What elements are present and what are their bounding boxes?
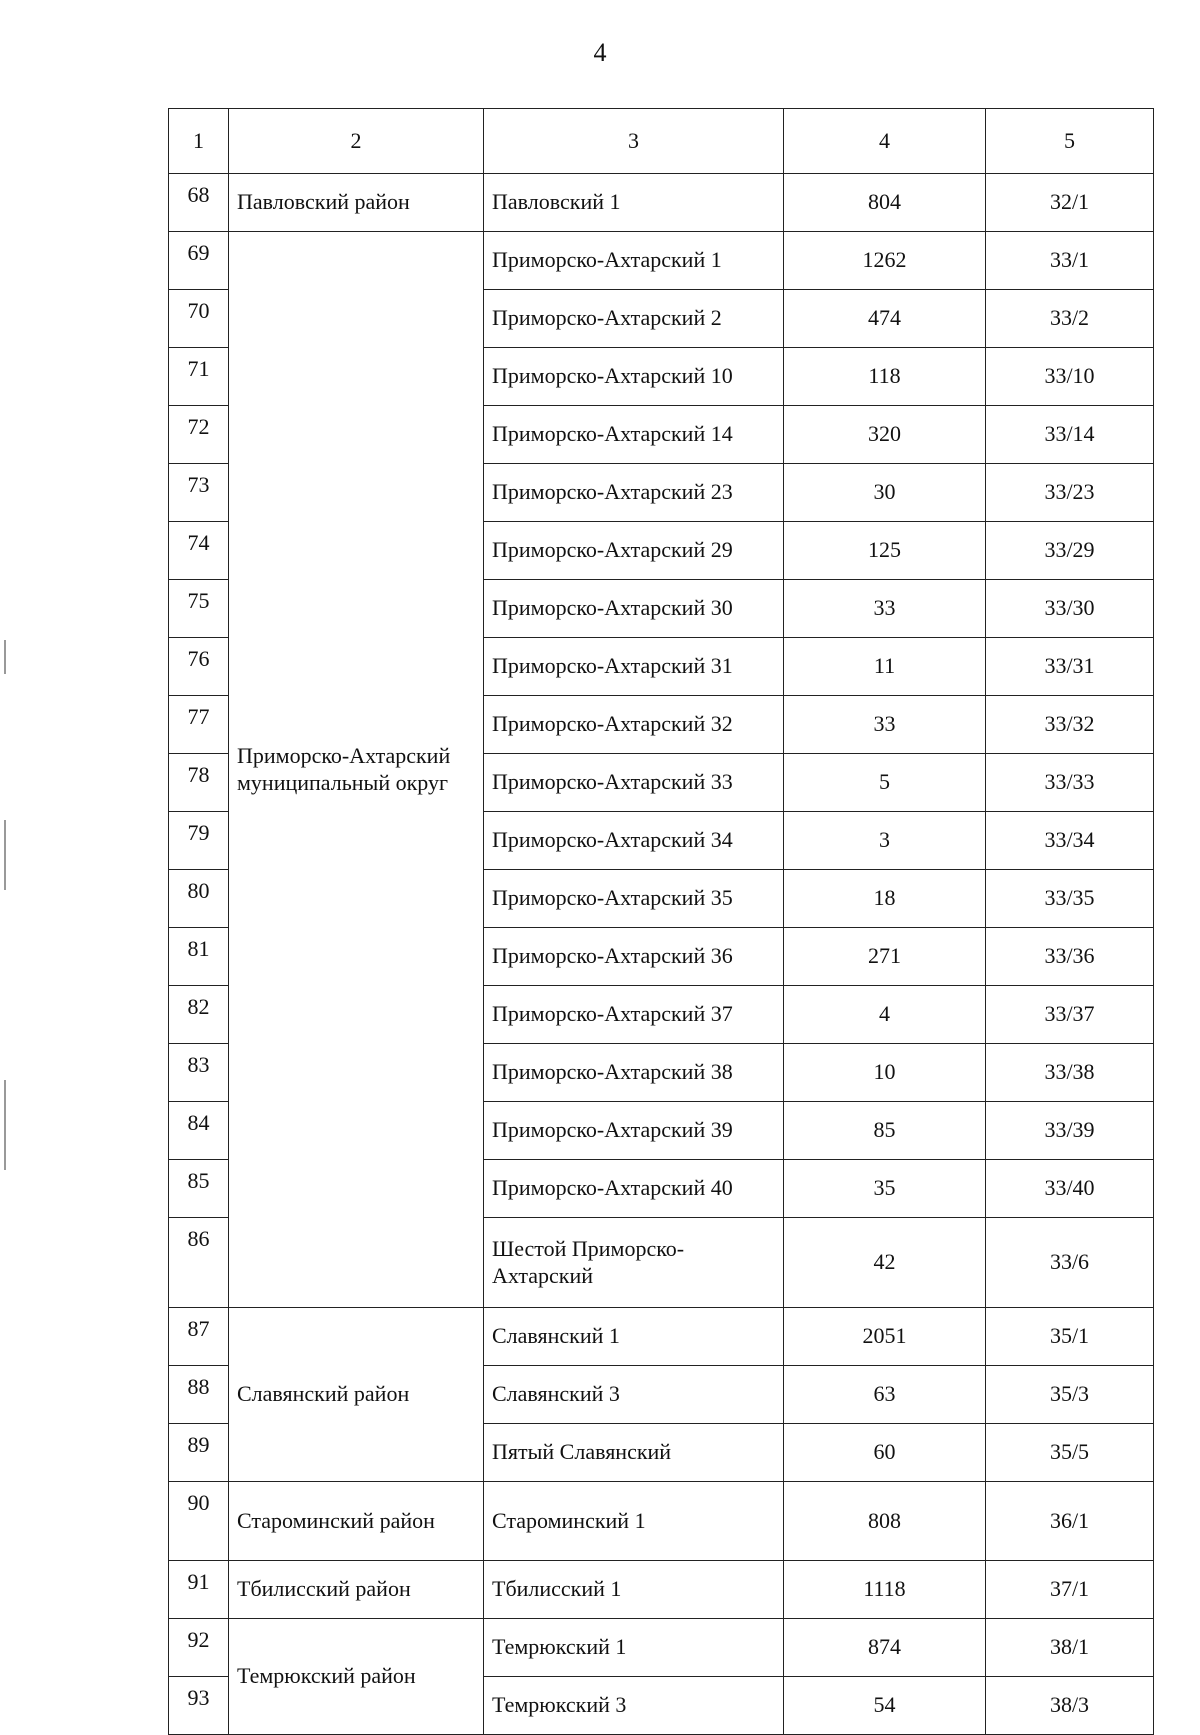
code-cell: 33/14 [986, 406, 1154, 464]
scan-artifact-mark [4, 640, 6, 674]
code-cell: 33/40 [986, 1160, 1154, 1218]
code-cell: 33/35 [986, 870, 1154, 928]
code-cell: 33/10 [986, 348, 1154, 406]
table-row [169, 1619, 1154, 1677]
count-cell: 118 [784, 348, 986, 406]
code-cell: 33/31 [986, 638, 1154, 696]
code-cell: 33/2 [986, 290, 1154, 348]
count-cell: 63 [784, 1366, 986, 1424]
code-cell: 38/3 [986, 1677, 1154, 1735]
row-number-cell: 84 [169, 1102, 229, 1160]
station-name-cell: Приморско-Ахтарский 2 [484, 290, 784, 348]
count-cell: 874 [784, 1619, 986, 1677]
count-cell: 271 [784, 928, 986, 986]
table-row [169, 1308, 1154, 1366]
station-name-cell: Приморско-Ахтарский 36 [484, 928, 784, 986]
district-cell: Славянский район [229, 1308, 484, 1482]
code-cell: 33/32 [986, 696, 1154, 754]
station-name-cell: Тбилисский 1 [484, 1561, 784, 1619]
station-name-cell: Пятый Славянский [484, 1424, 784, 1482]
count-cell: 2051 [784, 1308, 986, 1366]
row-number-cell: 86 [169, 1218, 229, 1308]
station-name-cell: Приморско-Ахтарский 35 [484, 870, 784, 928]
count-cell: 54 [784, 1677, 986, 1735]
count-cell: 474 [784, 290, 986, 348]
count-cell: 1262 [784, 232, 986, 290]
row-number-cell: 76 [169, 638, 229, 696]
district-cell: Павловский район [229, 174, 484, 232]
row-number-cell: 78 [169, 754, 229, 812]
scan-artifact-mark [4, 1080, 6, 1170]
station-name-cell: Приморско-Ахтарский 37 [484, 986, 784, 1044]
scan-artifact-mark [4, 820, 6, 890]
row-number-cell: 75 [169, 580, 229, 638]
count-cell: 60 [784, 1424, 986, 1482]
row-number-cell: 89 [169, 1424, 229, 1482]
station-name-cell: Приморско-Ахтарский 34 [484, 812, 784, 870]
table-row [169, 1561, 1154, 1619]
count-cell: 3 [784, 812, 986, 870]
station-name-cell: Приморско-Ахтарский 30 [484, 580, 784, 638]
code-cell: 35/3 [986, 1366, 1154, 1424]
row-number-cell: 69 [169, 232, 229, 290]
count-cell: 30 [784, 464, 986, 522]
column-header: 4 [784, 109, 986, 174]
code-cell: 33/30 [986, 580, 1154, 638]
station-name-cell: Приморско-Ахтарский 14 [484, 406, 784, 464]
station-name-cell: Приморско-Ахтарский 33 [484, 754, 784, 812]
count-cell: 5 [784, 754, 986, 812]
row-number-cell: 88 [169, 1366, 229, 1424]
count-cell: 18 [784, 870, 986, 928]
table-row [169, 232, 1154, 290]
row-number-cell: 70 [169, 290, 229, 348]
station-name-cell: Приморско-Ахтарский 1 [484, 232, 784, 290]
district-cell: Приморско-Ахтарский муниципальный округ [229, 232, 484, 1308]
station-name-cell: Темрюкский 3 [484, 1677, 784, 1735]
table-header-row [169, 109, 1154, 174]
row-number-cell: 71 [169, 348, 229, 406]
count-cell: 33 [784, 580, 986, 638]
row-number-cell: 73 [169, 464, 229, 522]
code-cell: 33/33 [986, 754, 1154, 812]
code-cell: 33/6 [986, 1218, 1154, 1308]
count-cell: 808 [784, 1482, 986, 1561]
count-cell: 35 [784, 1160, 986, 1218]
row-number-cell: 91 [169, 1561, 229, 1619]
station-name-cell: Приморско-Ахтарский 40 [484, 1160, 784, 1218]
code-cell: 33/38 [986, 1044, 1154, 1102]
table-row [169, 174, 1154, 232]
page-number: 4 [593, 38, 607, 67]
row-number-cell: 77 [169, 696, 229, 754]
district-cell: Староминский район [229, 1482, 484, 1561]
row-number-cell: 81 [169, 928, 229, 986]
code-cell: 33/37 [986, 986, 1154, 1044]
row-number-cell: 87 [169, 1308, 229, 1366]
station-name-cell: Приморско-Ахтарский 32 [484, 696, 784, 754]
code-cell: 37/1 [986, 1561, 1154, 1619]
station-name-cell: Приморско-Ахтарский 39 [484, 1102, 784, 1160]
station-name-cell: Приморско-Ахтарский 23 [484, 464, 784, 522]
column-header: 5 [986, 109, 1154, 174]
column-header: 3 [484, 109, 784, 174]
count-cell: 42 [784, 1218, 986, 1308]
count-cell: 125 [784, 522, 986, 580]
code-cell: 33/1 [986, 232, 1154, 290]
row-number-cell: 68 [169, 174, 229, 232]
row-number-cell: 85 [169, 1160, 229, 1218]
code-cell: 35/5 [986, 1424, 1154, 1482]
code-cell: 32/1 [986, 174, 1154, 232]
station-name-cell: Приморско-Ахтарский 10 [484, 348, 784, 406]
row-number-cell: 90 [169, 1482, 229, 1561]
code-cell: 35/1 [986, 1308, 1154, 1366]
code-cell: 38/1 [986, 1619, 1154, 1677]
code-cell: 33/29 [986, 522, 1154, 580]
row-number-cell: 93 [169, 1677, 229, 1735]
count-cell: 4 [784, 986, 986, 1044]
table-row [169, 1482, 1154, 1561]
station-name-cell: Славянский 1 [484, 1308, 784, 1366]
row-number-cell: 74 [169, 522, 229, 580]
count-cell: 10 [784, 1044, 986, 1102]
code-cell: 33/23 [986, 464, 1154, 522]
column-header: 1 [169, 109, 229, 174]
column-header: 2 [229, 109, 484, 174]
station-name-cell: Приморско-Ахтарский 38 [484, 1044, 784, 1102]
station-name-cell: Приморско-Ахтарский 29 [484, 522, 784, 580]
code-cell: 33/39 [986, 1102, 1154, 1160]
station-name-cell: Староминский 1 [484, 1482, 784, 1561]
station-name-cell: Темрюкский 1 [484, 1619, 784, 1677]
count-cell: 1118 [784, 1561, 986, 1619]
station-name-cell: Приморско-Ахтарский 31 [484, 638, 784, 696]
row-number-cell: 79 [169, 812, 229, 870]
count-cell: 320 [784, 406, 986, 464]
row-number-cell: 82 [169, 986, 229, 1044]
row-number-cell: 92 [169, 1619, 229, 1677]
count-cell: 85 [784, 1102, 986, 1160]
code-cell: 33/36 [986, 928, 1154, 986]
row-number-cell: 72 [169, 406, 229, 464]
count-cell: 33 [784, 696, 986, 754]
station-name-cell: Павловский 1 [484, 174, 784, 232]
count-cell: 804 [784, 174, 986, 232]
count-cell: 11 [784, 638, 986, 696]
row-number-cell: 83 [169, 1044, 229, 1102]
data-table [168, 108, 1154, 1735]
station-name-cell: Шестой Приморско-Ахтарский [484, 1218, 784, 1308]
code-cell: 36/1 [986, 1482, 1154, 1561]
station-name-cell: Славянский 3 [484, 1366, 784, 1424]
district-cell: Темрюкский район [229, 1619, 484, 1735]
row-number-cell: 80 [169, 870, 229, 928]
code-cell: 33/34 [986, 812, 1154, 870]
district-cell: Тбилисский район [229, 1561, 484, 1619]
